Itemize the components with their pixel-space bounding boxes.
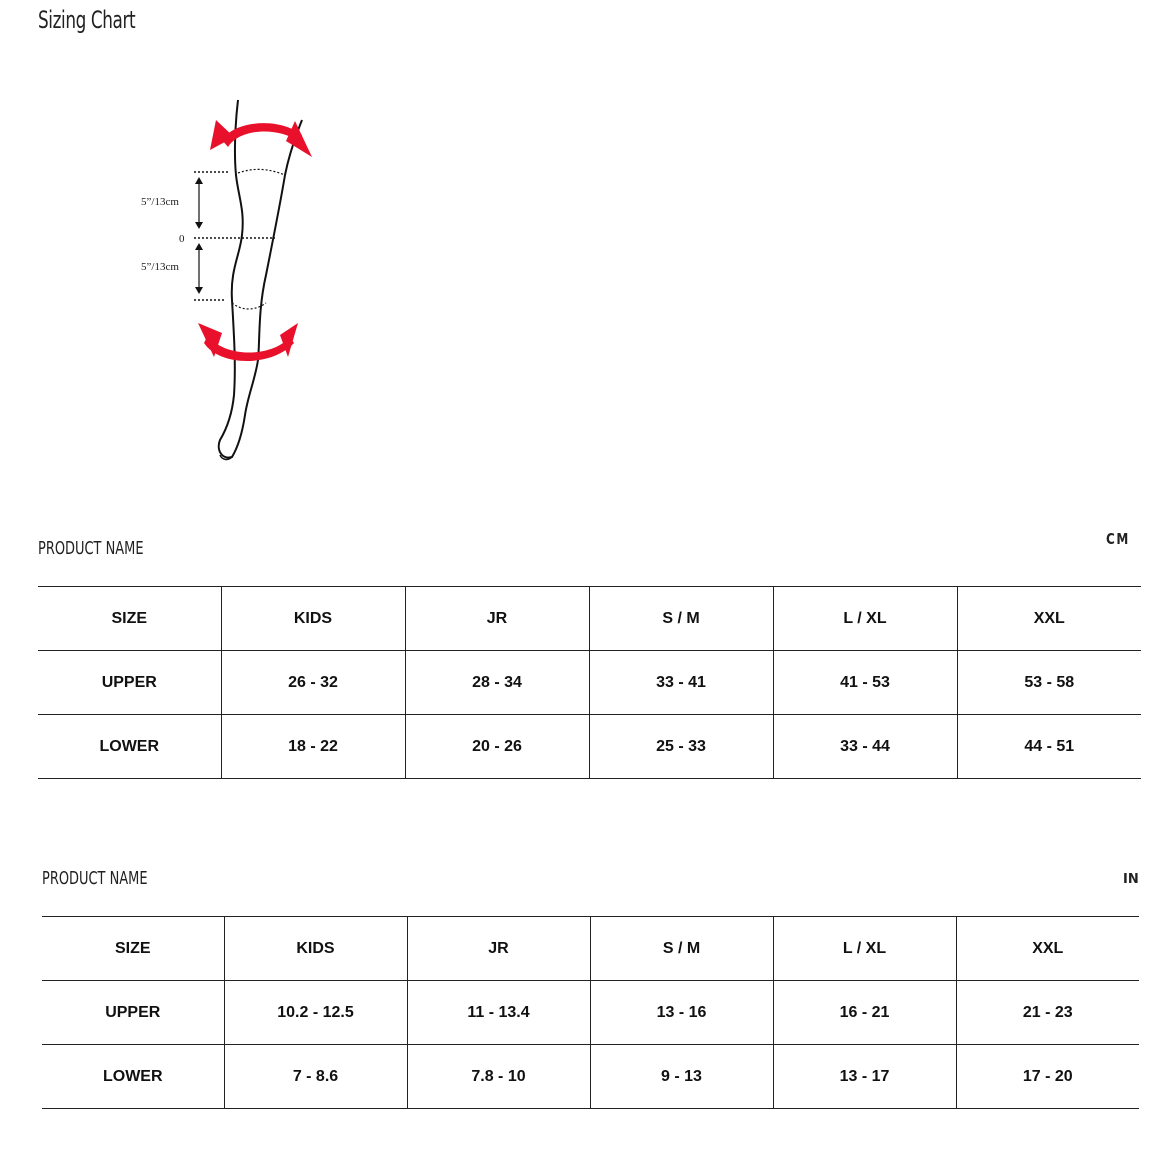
- header-cell: KIDS: [224, 917, 407, 981]
- header-cell: JR: [405, 587, 589, 651]
- table-cell: 7.8 - 10: [407, 1045, 590, 1109]
- table-row: [38, 715, 1141, 779]
- lower-distance-label: 5”/13cm: [141, 261, 179, 273]
- table-cell: 9 - 13: [590, 1045, 773, 1109]
- table-cell: 16 - 21: [773, 981, 956, 1045]
- row-label-cell: UPPER: [42, 981, 224, 1045]
- table-cell: 7 - 8.6: [224, 1045, 407, 1109]
- upper-distance-label: 5”/13cm: [141, 196, 179, 208]
- lower-circumference-arrow-icon: [198, 323, 298, 361]
- table-cell: 11 - 13.4: [407, 981, 590, 1045]
- table-cell: 53 - 58: [957, 651, 1141, 715]
- page-title: Sizing Chart: [38, 6, 136, 34]
- table-cell: 18 - 22: [221, 715, 405, 779]
- row-label-cell: LOWER: [38, 715, 221, 779]
- table-row: [38, 651, 1141, 715]
- size-table-in: [42, 916, 1139, 1109]
- row-label-cell: LOWER: [42, 1045, 224, 1109]
- table-header-row: [38, 587, 1141, 651]
- unit-label-in: IN: [1123, 872, 1139, 887]
- leg-measurement-diagram: [130, 95, 330, 465]
- size-table-cm: [38, 586, 1141, 779]
- table-cell: 21 - 23: [956, 981, 1139, 1045]
- header-cell: S / M: [590, 917, 773, 981]
- table-cell: 25 - 33: [589, 715, 773, 779]
- table-cell: 44 - 51: [957, 715, 1141, 779]
- header-cell: SIZE: [42, 917, 224, 981]
- header-cell: XXL: [956, 917, 1139, 981]
- unit-label-cm: CM: [1106, 530, 1130, 548]
- leg-outline: [219, 100, 302, 458]
- header-cell: KIDS: [221, 587, 405, 651]
- upper-circumference-arrow-icon: [210, 120, 312, 157]
- table-cell: 10.2 - 12.5: [224, 981, 407, 1045]
- row-label-cell: UPPER: [38, 651, 221, 715]
- header-cell: L / XL: [773, 917, 956, 981]
- header-cell: JR: [407, 917, 590, 981]
- table-cell: 13 - 16: [590, 981, 773, 1045]
- table-cell: 33 - 44: [773, 715, 957, 779]
- product-name-title-in: PRODUCT NAME: [42, 868, 148, 889]
- table-cell: 13 - 17: [773, 1045, 956, 1109]
- table-header-row: [42, 917, 1139, 981]
- header-cell: SIZE: [38, 587, 221, 651]
- table-cell: 17 - 20: [956, 1045, 1139, 1109]
- zero-label: 0: [179, 233, 185, 245]
- header-cell: L / XL: [773, 587, 957, 651]
- table-cell: 33 - 41: [589, 651, 773, 715]
- table-cell: 28 - 34: [405, 651, 589, 715]
- table-cell: 26 - 32: [221, 651, 405, 715]
- table-cell: 20 - 26: [405, 715, 589, 779]
- table-row: [42, 1045, 1139, 1109]
- header-cell: S / M: [589, 587, 773, 651]
- table-cell: 41 - 53: [773, 651, 957, 715]
- product-name-title-cm: PRODUCT NAME: [38, 538, 144, 559]
- header-cell: XXL: [957, 587, 1141, 651]
- table-row: [42, 981, 1139, 1045]
